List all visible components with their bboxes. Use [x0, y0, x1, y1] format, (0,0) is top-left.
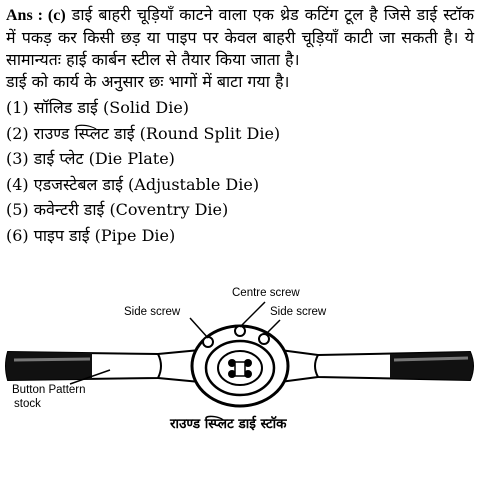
- answer-section: [6, 4, 474, 248]
- list-item: (6) पाइप डाई (Pipe Die): [6, 225, 176, 245]
- figure-caption: राउण्ड स्प्लिट डाई स्टॉक: [170, 416, 287, 432]
- leader-line: [190, 318, 208, 338]
- left-side-screw: [203, 337, 213, 347]
- side-screw-left-label: Side screw: [124, 306, 181, 318]
- answer-text: डाई बाहरी चूड़ियाँ काटने वाला एक थ्रेड कटिंग टूल है जिसे डाई स्टॉक में पकड़ कर किसी छड़ या पाइप पर केवल बाहरी चूड़ियाँ काटी जा सकती है। ये सामान्यतः हाई कार्बन स्टील से तैयार किया जाता है।: [6, 5, 475, 69]
- list-item: (3) डाई प्लेट (Die Plate): [6, 149, 175, 168]
- die-types-list: [6, 95, 474, 248]
- side-screw-right-label: Side screw: [270, 306, 327, 318]
- leader-line: [266, 320, 280, 334]
- left-handle: [6, 350, 200, 382]
- button-pattern-label: Button Pattern: [12, 384, 86, 396]
- list-item: (2) राउण्ड स्प्लिट डाई (Round Split Die): [6, 123, 281, 143]
- centre-screw-label: Centre screw: [232, 287, 300, 299]
- answer-paragraph: [6, 4, 474, 71]
- list-item: (5) कवेन्टरी डाई (Coventry Die): [6, 200, 229, 219]
- answer-label: Ans : (c): [6, 7, 66, 24]
- right-handle: [280, 350, 473, 382]
- right-side-screw: [259, 334, 269, 344]
- centre-screw: [235, 326, 245, 336]
- division-intro: डाई को कार्य के अनुसार छः भागों में बाटा गया है।: [6, 72, 290, 91]
- leader-line: [240, 302, 265, 327]
- list-item: (4) एडजस्टेबल डाई (Adjustable Die): [6, 174, 260, 194]
- stock-label: stock: [14, 398, 41, 410]
- list-item: (1) सॉलिड डाई (Solid Die): [6, 98, 190, 117]
